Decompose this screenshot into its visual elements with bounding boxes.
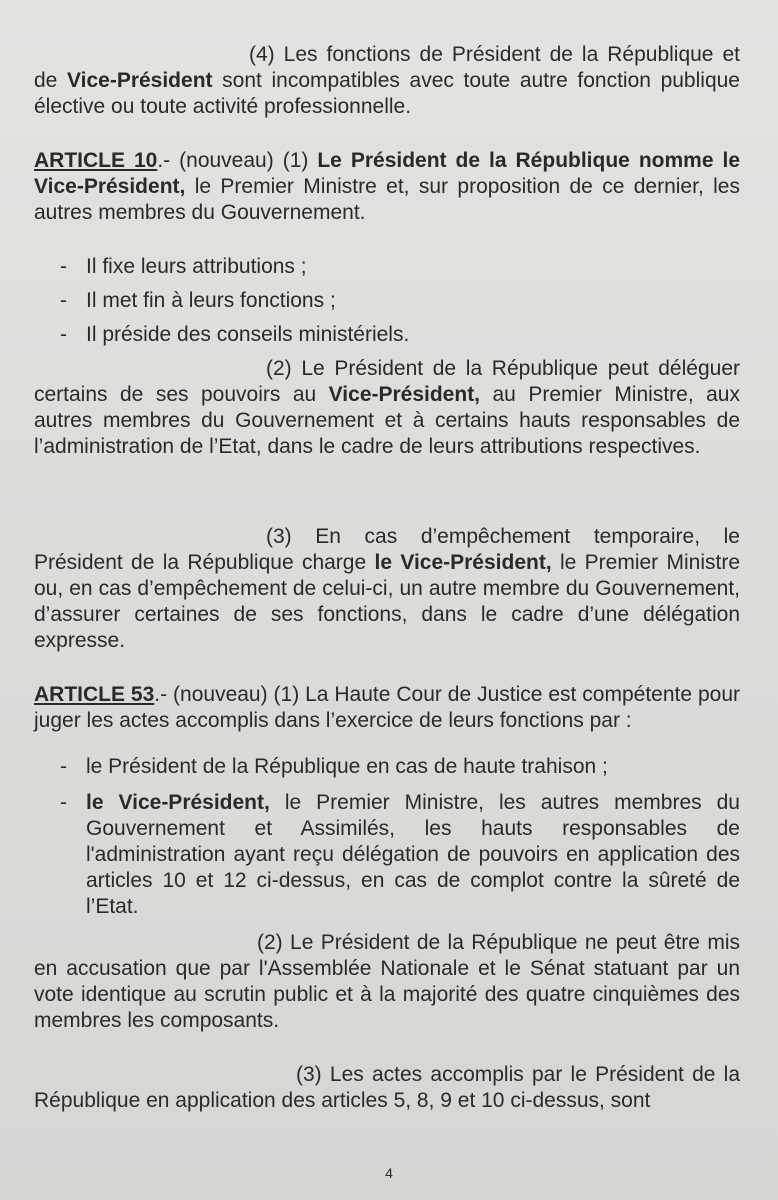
article-heading: ARTICLE 10 <box>34 149 158 172</box>
article-53-paragraph-2: (2) Le Président de la République ne peut être mis en accusation que par l'Assemblée Nationale et le Sénat statuant par un vote identique au scrutin public et à la majorité des quatre cinquièmes des membres les composants. <box>34 931 740 1032</box>
article-heading-suffix: .- (nouveau) (1) La Haute Cour de Justice est compétente pour juger les actes accomplis dans l’exercice de leurs fonctions par : <box>34 683 741 732</box>
article-53-paragraph-3: (3) Les actes accomplis par le Président de la République en application des articles 5, 8, 9 et 10 ci-dessus, sont <box>34 1063 740 1112</box>
list-item <box>60 790 740 920</box>
article-10-bullet-list <box>60 254 740 348</box>
blank-space <box>34 460 740 524</box>
page-number: 4 <box>385 1165 393 1181</box>
list-item: - le Président de la République en cas de haute trahison ; <box>60 754 740 780</box>
paragraph-number: (4) <box>249 43 275 66</box>
paragraph-text: (3) En cas d’empêchement temporaire, le Président de la République charge <box>34 525 740 574</box>
paragraph-text: sont incompatibles avec toute autre fonction publique élective ou toute activité professionnelle. <box>34 69 740 118</box>
bold-term: Vice-Président, <box>328 383 481 406</box>
paragraph-text: Les fonctions de Président de la République et de <box>34 43 740 92</box>
paragraph-4 <box>34 42 740 120</box>
article-heading-suffix: .- (nouveau) (1) <box>157 149 318 172</box>
article-heading: ARTICLE 53 <box>34 683 155 706</box>
bold-term: le Vice-Président, <box>86 791 270 814</box>
article-10-paragraph-2 <box>34 356 740 460</box>
paragraph-text: le Premier Ministre ou, en cas d’empêchement de celui-ci, un autre membre du Gouvernement, d’assurer certaines de ses fonctions, dans le cadre d’une délégation expresse. <box>34 551 740 652</box>
paragraph-text: (2) Le Président de la République peut déléguer certains de ses pouvoirs au <box>34 357 740 406</box>
list-item: - Il met fin à leurs fonctions ; <box>60 288 740 314</box>
article-10-intro <box>34 148 740 226</box>
list-item-text: le Premier Ministre, les autres membres du Gouvernement et Assimilés, les hauts responsables de l'administration ayant reçu délégation de pouvoirs en application des articles 10 et 12 ci-dessus, en cas de complot contre la sûreté de l’Etat. <box>86 791 740 918</box>
article-53-intro <box>34 682 740 734</box>
bold-term: le Vice-Président, <box>374 551 552 574</box>
article-10-paragraph-3 <box>34 524 740 654</box>
bold-term: Vice-Président <box>67 69 213 92</box>
article-53-bullet-list <box>60 754 740 920</box>
paragraph-text: le Premier Ministre et, sur proposition de ce dernier, les autres membres du Gouvernement. <box>34 175 740 224</box>
list-item: - Il fixe leurs attributions ; <box>60 254 740 280</box>
paragraph-text: au Premier Ministre, aux autres membres du Gouvernement et à certains hauts responsables de l’administration de l’Etat, dans le cadre de leurs attributions respectives. <box>34 383 740 458</box>
bold-term: Le Président de la République nomme le Vice-Président, <box>34 149 741 198</box>
list-item: - Il préside des conseils ministériels. <box>60 322 740 348</box>
